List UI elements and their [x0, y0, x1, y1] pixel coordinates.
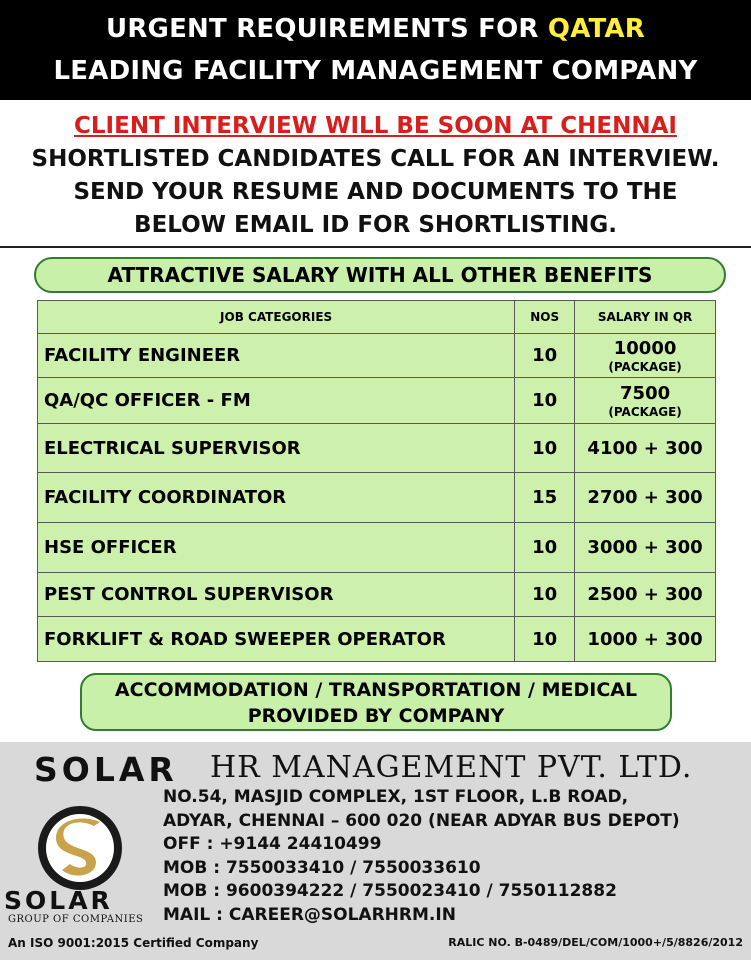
provided-line-1: ACCOMMODATION / TRANSPORTATION / MEDICAL — [114, 679, 638, 701]
table-header-row — [38, 301, 716, 334]
job-category: HSE OFFICER — [38, 523, 515, 573]
jobs-table — [37, 300, 716, 662]
mobile-line-1: MOB : 7550033410 / 7550033610 — [163, 857, 481, 878]
job-salary — [575, 334, 716, 378]
table-row — [38, 378, 716, 424]
job-salary: 3000 + 300 — [575, 523, 716, 573]
job-salary: 2700 + 300 — [575, 473, 716, 523]
brand-wordmark: SOLAR — [34, 750, 178, 789]
header-highlight-qatar: QATAR — [547, 14, 645, 44]
job-salary: 1000 + 300 — [575, 617, 716, 662]
header-salary: SALARY IN QR — [575, 301, 716, 334]
job-nos: 10 — [515, 523, 575, 573]
job-category: QA/QC OFFICER - FM — [38, 378, 515, 424]
header-line-2: LEADING FACILITY MANAGEMENT COMPANY — [53, 56, 698, 86]
notice-block — [0, 110, 751, 242]
email-line[interactable]: MAIL : CAREER@SOLARHRM.IN — [163, 904, 456, 925]
address-line: ADYAR, CHENNAI – 600 020 (NEAR ADYAR BUS DEPOT) — [163, 810, 680, 831]
ralic-number: RALIC NO. B-0489/DEL/COM/1000+/5/8826/2012 — [448, 936, 743, 949]
provided-line-2: PROVIDED BY COMPANY — [247, 705, 505, 727]
header-banner — [0, 0, 751, 100]
job-category: PEST CONTROL SUPERVISOR — [38, 573, 515, 617]
footer — [0, 742, 751, 960]
notice-line-3: SEND YOUR RESUME AND DOCUMENTS TO THE — [73, 179, 678, 205]
salary-note: (PACKAGE) — [608, 404, 682, 419]
job-nos: 15 — [515, 473, 575, 523]
logo-subtitle: GROUP OF COMPANIES — [8, 914, 144, 925]
address-block — [163, 786, 680, 927]
salary-note: (PACKAGE) — [608, 359, 682, 374]
job-nos: 10 — [515, 424, 575, 473]
header-line-1-text: URGENT REQUIREMENTS FOR — [106, 14, 539, 44]
job-category: FORKLIFT & ROAD SWEEPER OPERATOR — [38, 617, 515, 662]
salary-value: 7500 — [620, 382, 671, 404]
interview-notice: CLIENT INTERVIEW WILL BE SOON AT CHENNAI — [74, 113, 677, 139]
salary-value: 10000 — [613, 337, 677, 359]
header-nos: NOS — [515, 301, 575, 334]
mobile-line-2: MOB : 9600394222 / 7550023410 / 7550112882 — [163, 881, 617, 901]
header-line-1 — [0, 14, 751, 44]
office-phone: OFF : +9144 24410499 — [163, 834, 382, 854]
table-row — [38, 523, 716, 573]
divider — [0, 246, 751, 248]
job-nos: 10 — [515, 378, 575, 424]
job-salary: 2500 + 300 — [575, 573, 716, 617]
benefits-banner: ATTRACTIVE SALARY WITH ALL OTHER BENEFITS — [34, 257, 726, 293]
header-job-categories: JOB CATEGORIES — [38, 301, 515, 334]
notice-line-2: SHORTLISTED CANDIDATES CALL FOR AN INTERVIEW. — [31, 146, 720, 172]
job-nos: 10 — [515, 573, 575, 617]
company-name: HR MANAGEMENT PVT. LTD. — [210, 750, 693, 785]
logo-wordmark: SOLAR — [4, 886, 113, 915]
table-row — [38, 334, 716, 378]
notice-line-4: BELOW EMAIL ID FOR SHORTLISTING. — [134, 212, 617, 238]
table-row — [38, 424, 716, 473]
address-line: NO.54, MASJID COMPLEX, 1ST FLOOR, L.B ROAD, — [163, 787, 629, 807]
job-category: FACILITY COORDINATOR — [38, 473, 515, 523]
table-row — [38, 573, 716, 617]
job-category: FACILITY ENGINEER — [38, 334, 515, 378]
job-nos: 10 — [515, 334, 575, 378]
job-salary — [575, 378, 716, 424]
table-row — [38, 473, 716, 523]
job-salary: 4100 + 300 — [575, 424, 716, 473]
table-row — [38, 617, 716, 662]
job-nos: 10 — [515, 617, 575, 662]
iso-certification: An ISO 9001:2015 Certified Company — [8, 936, 259, 950]
provided-banner — [80, 673, 672, 731]
job-category: ELECTRICAL SUPERVISOR — [38, 424, 515, 473]
